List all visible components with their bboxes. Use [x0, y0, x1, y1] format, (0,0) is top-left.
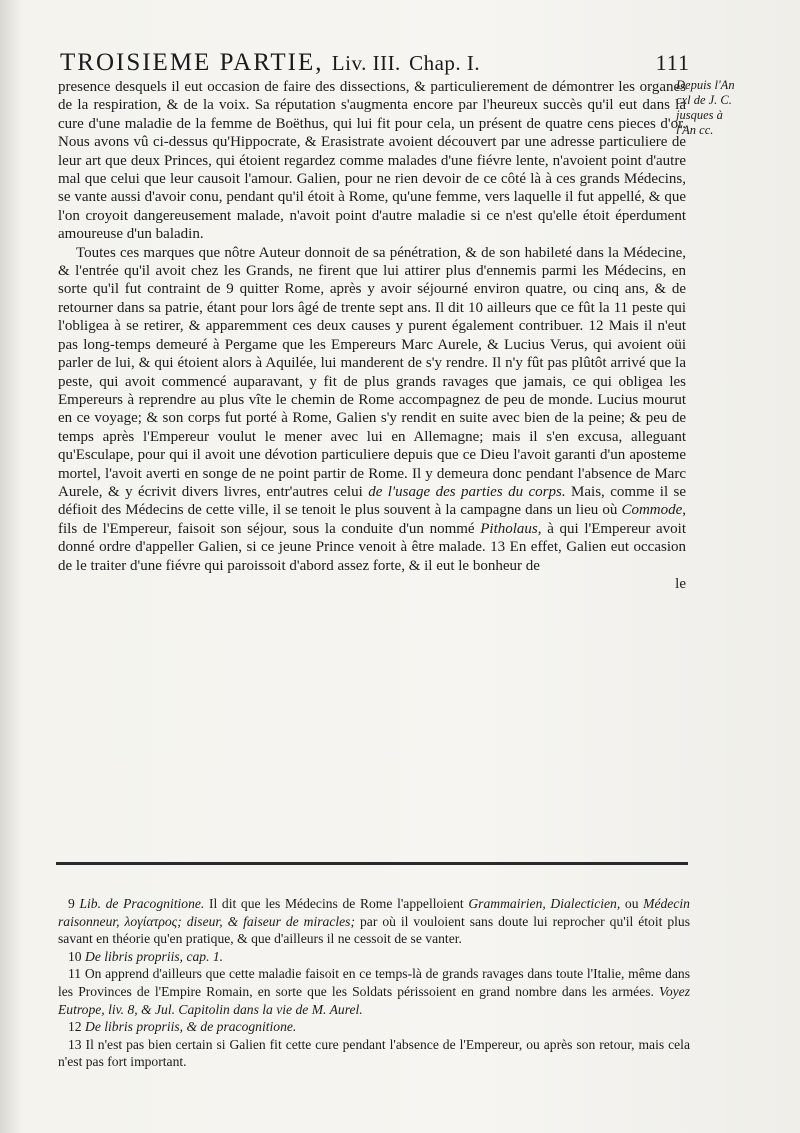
- footnote-13-number: 13: [68, 1036, 82, 1052]
- footnote-10-number: 10: [68, 948, 82, 964]
- paragraph-2-text-b: Mais, comme il se défioit des Médecins de cette ville, il se tenoit le plus souvent à la campagne dans un lieu où: [58, 483, 687, 519]
- footnote-9-term-medecin: Médecin raisonneur,: [58, 896, 690, 929]
- paragraph-2-text-d: , à qui l'Empereur avoit donné ordre d'appeller Galien, si ce jeune Prince venoit à être malade. 13 En effet, Galien eut occasion de le traiter d'une fiévre qui paroissoit d'abord assez forte, & il eut le bonheur de: [58, 520, 687, 574]
- footnote-13: [58, 1036, 690, 1071]
- footnote-9-term-diseur: diseur, & faiseur de miracles;: [186, 913, 355, 929]
- book-title: de l'usage des parties du corps.: [368, 483, 566, 500]
- footnote-9-term-grammairien: Grammairien, Dialecticien,: [468, 896, 621, 911]
- catchword: le: [675, 575, 686, 592]
- footnote-12-number: 12: [68, 1019, 82, 1035]
- footnote-9: [58, 895, 690, 948]
- footnote-13-text: Il n'est pas bien certain si Galien fit cette cure pendant l'absence de l'Empereur, ou après son retour, mais cela n'est pas fort important.: [58, 1036, 690, 1070]
- footnote-11-number: 11: [68, 966, 82, 982]
- running-header: [60, 48, 690, 78]
- footnote-9-ou: ou: [624, 896, 639, 911]
- paragraph-1: presence desquels il eut occasion de faire des dissections, & particulierement de démontrer les organes de la respiration, & de la voix. Sa réputation s'augmenta encore par l'heureux succès qu'il eut dans la cure d'une maladie de la femme de Boëthus, qui lui fit pour cela, un présent de quatre cens pieces d'or. Nous avons vû ci-dessus qu'Hippocrate, & Erasistrate avoient découvert par une adresse particuliere de leur art que deux Princes, qui étoient regardez comme malades d'une fiévre lente, n'avoient point d'autre mal que celui que leur causoit l'amour. Galien, pour ne rien devoir de ce côté là à ces grands Médecins, se vante aussi d'avoir conu, pendant qu'il étoit à Rome, qu'une femme, vers laquelle il fut appellé, & que l'on croyoit dangereusement malade, n'avoit point d'autre maladie si ce n'est qu'elle étoit éperdument amoureuse d'un baladin.: [58, 79, 686, 243]
- footnote-12-ref: De libris propriis, & de pracognitione.: [85, 1019, 297, 1035]
- margin-note: Depuis l'An cxl de J. C. jusques à l'An cc.: [676, 78, 735, 137]
- paragraph-2-text-c: , fils de l'Empereur, faisoit son séjour, sous la conduite d'un nommé: [58, 502, 687, 537]
- header-part: TROISIEME PARTIE,: [60, 49, 324, 76]
- footnote-9-number: 9: [68, 896, 75, 911]
- footnote-10: [58, 948, 690, 966]
- footnote-rule: [56, 862, 688, 865]
- footnote-11: [58, 965, 690, 1018]
- footnote-9-greek: λογίατρος;: [124, 913, 182, 929]
- page-number: 111: [655, 50, 690, 75]
- name-pitholaus: Pitholaus: [480, 520, 538, 537]
- header-book: Liv. III.: [331, 51, 401, 75]
- footnote-12: [58, 1018, 690, 1036]
- footnote-9-text-a: Il dit que les Médecins de Rome l'appelloient: [208, 896, 464, 911]
- name-commode: Commode: [621, 502, 683, 519]
- header-chapter: Chap. I.: [409, 51, 481, 75]
- footnote-9-text-b: par où il vouloient sans doute lui reprocher qu'il étoit plus savant en théorie qu'en pratique, & que d'ailleurs il ne cessoit de se vanter.: [58, 913, 691, 947]
- footnote-11-text: On apprend d'ailleurs que cette maladie faisoit en ce temps-là de grands ravages dans toute l'Italie, même dans les Provinces de l'Empire Romain, en sorte que les Soldats périssoient en grand nombre dans les armées.: [58, 966, 690, 999]
- footnote-9-ref: Lib. de Pracognitione.: [79, 896, 205, 911]
- footnote-11-ref: Voyez Eutrope, liv. 8, & Jul. Capitolin dans la vie de M. Aurel.: [58, 983, 690, 1017]
- main-text: [58, 78, 686, 593]
- paragraph-2: [58, 244, 686, 575]
- paragraph-2-text-a: Toutes ces marques que nôtre Auteur donnoit de sa pénétration, & de son habileté dans la Médecine, & l'entrée qu'il avoit chez les Grands, ne firent que lui attirer plus d'ennemis parmi les Médecins, en sorte qu'il fut contraint de 9 quitter Rome, après y avoir séjourné environ quatre, ou cinq ans, & de retourner dans sa patrie, étant pour lors âgé de trente sept ans. Il dit 10 ailleurs que ce fût la 11 peste qui l'obligea à se retirer, & apparemment ces deux causes y purent également contribuer. 12 Mais il n'eut pas long-temps demeuré à Pergame que les Empereurs Marc Aurele, & Lucius Verus, qui avoient oüi parler de lui, & qui étoient alors à Aquilée, lui manderent de s'y rendre. Il n'y fût pas plûtôt arrivé que la peste, qui avoit commencé auparavant, y fit de plus grands ravages que jamais, ce qui obligea les Empereurs à reprendre au plus vîte le chemin de Rome accompagnez de peu de monde. Lucius mourut en ce voyage; & son corps fut porté à Rome, Galien s'y rendit en suite avec bien de la peine; & peu de temps après l'Empereur voulut le mener avec lui en Allemagne; mais il s'en excusa, alleguant qu'Esculape, pour qui il avoit une dévotion particuliere depuis que ce Dieu l'avoit garanti d'un aposteme mortel, l'avoit averti en songe de ne point partir de Rome. Il y demeura donc pendant l'absence de Marc Aurele, & y écrivit divers livres, entr'autres celui: [58, 244, 686, 500]
- footnote-10-ref: De libris propriis, cap. 1.: [85, 948, 224, 964]
- footnotes: [58, 895, 690, 1071]
